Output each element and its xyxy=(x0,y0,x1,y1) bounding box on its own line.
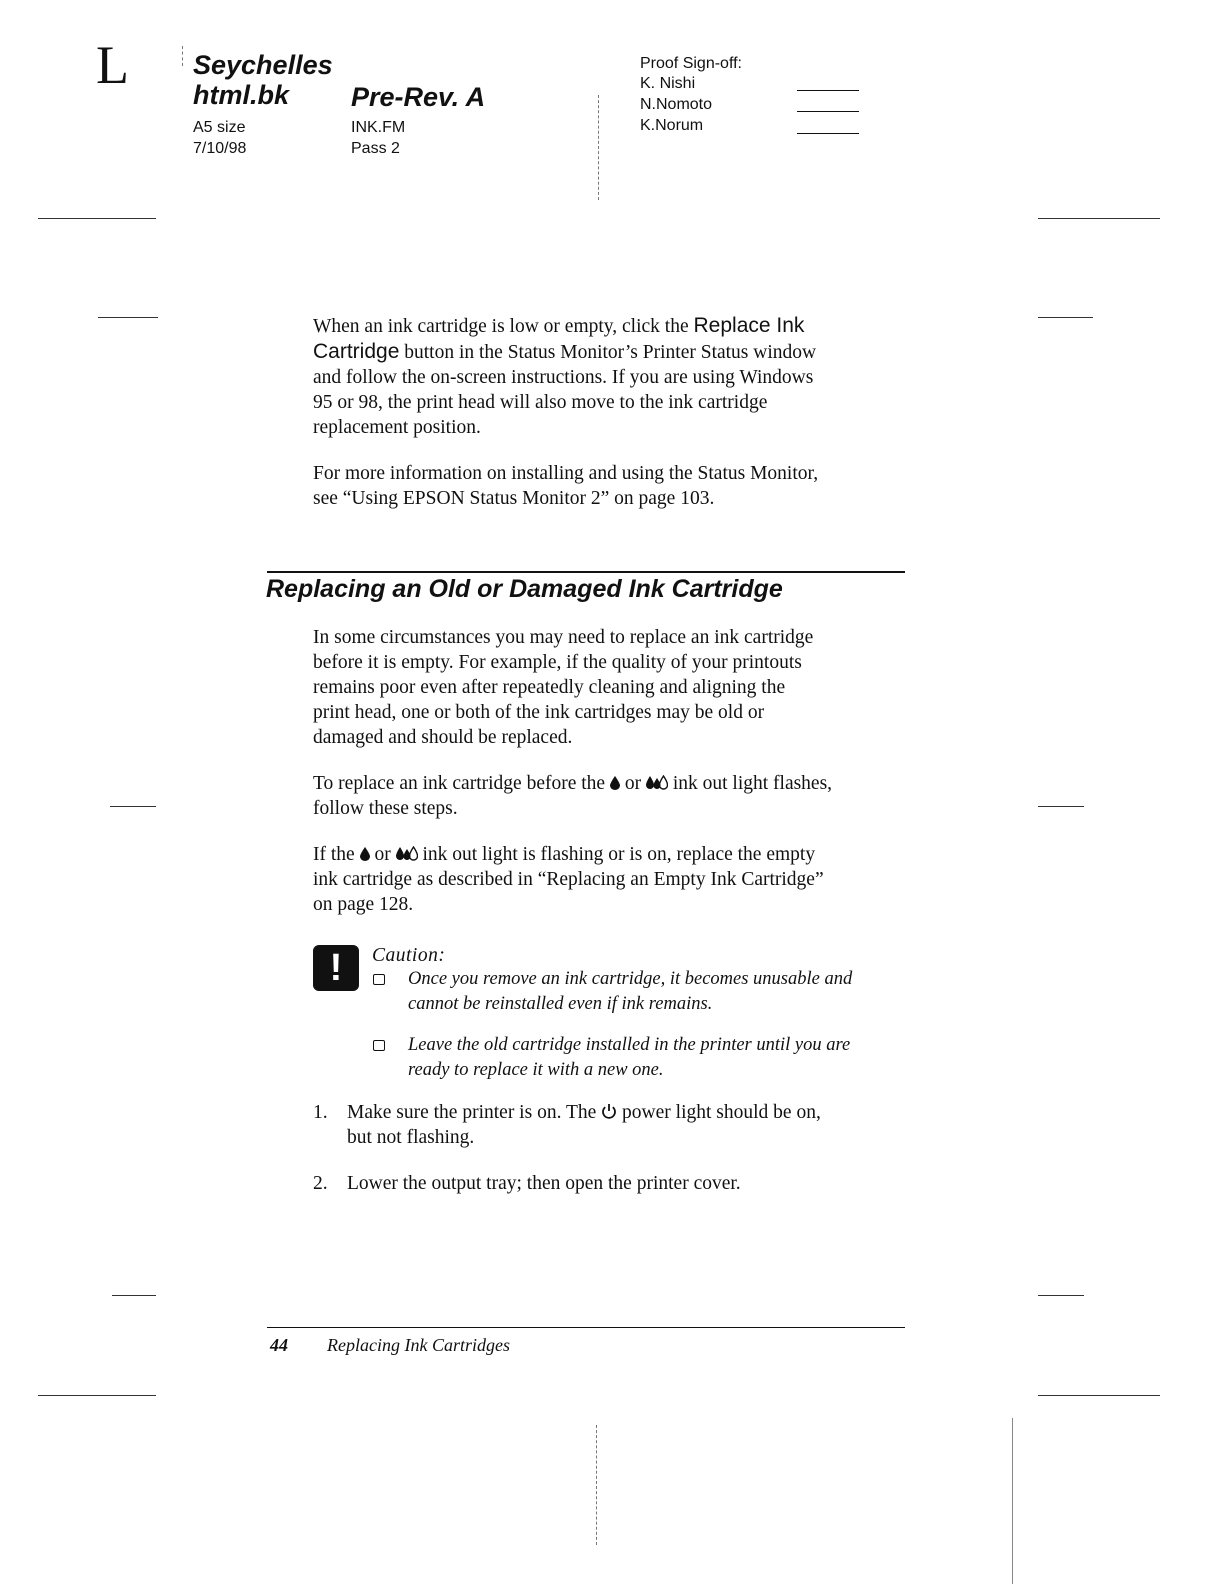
step-line: but not flashing. xyxy=(347,1127,475,1148)
corner-letter: L xyxy=(96,35,129,95)
crop-mark xyxy=(1038,317,1093,318)
caution-line: Once you remove an ink cartridge, it becomes unusable and xyxy=(408,969,853,989)
crop-mark xyxy=(110,806,156,807)
center-guide-mark xyxy=(598,95,599,200)
section-line: ink cartridge as described in “Replacing an Empty Ink Cartridge” xyxy=(313,869,824,890)
caution-line: cannot be reinstalled even if ink remains. xyxy=(408,994,713,1014)
section-title: Replacing an Old or Damaged Ink Cartridge xyxy=(266,575,783,603)
section-rule xyxy=(267,571,905,573)
checkbox-bullet-icon xyxy=(373,974,385,985)
footer-rule xyxy=(267,1327,905,1328)
crop-mark xyxy=(1038,806,1084,807)
section-paragraph-3 xyxy=(313,842,913,917)
header-guide-mark xyxy=(182,46,183,66)
book-file: html.bk xyxy=(193,80,290,110)
caution-line: Leave the old cartridge installed in the printer until you are xyxy=(408,1035,851,1055)
section-line: on page 128. xyxy=(313,894,414,915)
section-paragraph-2 xyxy=(313,771,913,821)
edge-guide-mark xyxy=(1012,1418,1013,1584)
source-file: INK.FM xyxy=(351,119,406,136)
section-text: or xyxy=(619,773,646,794)
signoff-name-1: K. Nishi xyxy=(640,75,696,92)
intro-paragraph-1 xyxy=(313,313,913,440)
book-name: Seychelles xyxy=(193,50,333,80)
color-drops-icon xyxy=(646,775,668,790)
step-text: Make sure the printer is on. The xyxy=(347,1102,602,1123)
step-2-text: Lower the output tray; then open the printer cover. xyxy=(347,1173,741,1194)
step-1-number: 1. xyxy=(313,1102,328,1123)
signoff-line-1 xyxy=(797,90,859,91)
crop-mark xyxy=(1038,1295,1084,1296)
step-text: power light should be on, xyxy=(617,1102,821,1123)
intro-line: For more information on installing and using the Status Monitor, xyxy=(313,463,819,484)
section-text: ink out light flashes, xyxy=(667,773,833,794)
color-drops-icon xyxy=(396,846,418,861)
crop-mark xyxy=(98,317,158,318)
section-text: If the xyxy=(313,844,360,865)
intro-line: and follow the on-screen instructions. If you are using Windows xyxy=(313,367,814,388)
signoff-line-2 xyxy=(797,111,859,112)
intro-text: button in the Status Monitor’s Printer Status window xyxy=(399,342,817,363)
revision: Pre-Rev. A xyxy=(351,82,486,112)
signoff-name-3: K.Norum xyxy=(640,117,704,134)
checkbox-bullet-icon xyxy=(373,1040,385,1051)
page-size: A5 size xyxy=(193,119,246,136)
signoff-title: Proof Sign-off: xyxy=(640,55,742,72)
caution-line: ready to replace it with a new one. xyxy=(408,1060,664,1080)
crop-mark xyxy=(112,1295,156,1296)
cartridge-ui-label: Cartridge xyxy=(313,340,400,363)
power-icon xyxy=(601,1103,617,1120)
section-text: ink out light is flashing or is on, replace the empty xyxy=(417,844,816,865)
section-text: or xyxy=(369,844,396,865)
intro-text: When an ink cartridge is low or empty, click the xyxy=(313,316,694,337)
center-guide-mark xyxy=(596,1425,597,1545)
step-2-number: 2. xyxy=(313,1173,328,1194)
section-line: remains poor even after repeatedly cleaning and aligning the xyxy=(313,677,786,698)
caution-label: Caution: xyxy=(372,945,446,966)
section-line: damaged and should be replaced. xyxy=(313,727,573,748)
signoff-line-3 xyxy=(797,133,859,134)
caution-item-1 xyxy=(408,967,908,1017)
crop-mark xyxy=(38,1395,156,1396)
signoff-name-2: N.Nomoto xyxy=(640,96,713,113)
section-line: follow these steps. xyxy=(313,798,458,819)
section-line: before it is empty. For example, if the quality of your printouts xyxy=(313,652,802,673)
black-drop-icon xyxy=(360,847,370,861)
crop-mark xyxy=(1038,1395,1160,1396)
intro-line: see “Using EPSON Status Monitor 2” on page 103. xyxy=(313,488,715,509)
intro-line: replacement position. xyxy=(313,417,481,438)
chapter-title: Replacing Ink Cartridges xyxy=(327,1335,510,1355)
section-paragraph-1 xyxy=(313,625,913,750)
intro-line: 95 or 98, the print head will also move to the ink cartridge xyxy=(313,392,768,413)
caution-icon: ! xyxy=(313,945,359,991)
black-drop-icon xyxy=(610,776,620,790)
step-1-text xyxy=(347,1100,917,1150)
caution-item-2 xyxy=(408,1033,908,1083)
replace-ink-ui-label: Replace Ink xyxy=(693,314,805,337)
page-number: 44 xyxy=(270,1335,288,1355)
pass-number: Pass 2 xyxy=(351,140,400,157)
crop-mark xyxy=(38,218,156,219)
section-line: print head, one or both of the ink cartridges may be old or xyxy=(313,702,765,723)
section-line: In some circumstances you may need to replace an ink cartridge xyxy=(313,627,814,648)
crop-mark xyxy=(1038,218,1160,219)
section-text: To replace an ink cartridge before the xyxy=(313,773,610,794)
intro-paragraph-2 xyxy=(313,461,913,511)
header-date: 7/10/98 xyxy=(193,140,247,157)
